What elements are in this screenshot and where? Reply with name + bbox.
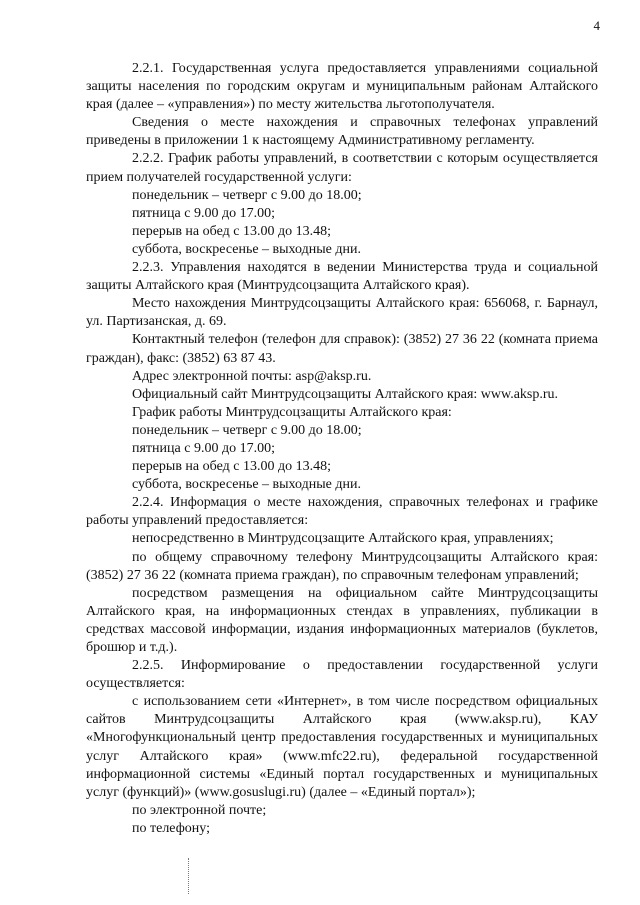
paragraph: с использованием сети «Интернет», в том числе посредством официальных сайтов Минтрудсоцзащиты Алтайского края (www.aksp.ru), КАУ «Многофункциональный центр предоставления государственных и муниципальных услуг Алтайского края» (www.mfc22.ru), федеральной государственной информационной системы «Единый портал государственных и муниципальных услуг (функций)» (www.gosuslugi.ru) (далее – «Единый портал»); [86, 694, 598, 800]
paragraph: 2.2.4. Информация о месте нахождения, справочных телефонах и графике работы управлений предоставляется: [86, 495, 598, 529]
paragraph: по телефону; [132, 820, 210, 836]
schedule-line: пятница с 9.00 до 17.00; [132, 440, 275, 456]
scan-edge-mark [188, 858, 189, 894]
schedule-line: понедельник – четверг с 9.00 до 18.00; [132, 422, 362, 438]
page-number: 4 [593, 18, 600, 33]
schedule-line: перерыв на обед с 13.00 до 13.48; [132, 223, 331, 239]
paragraph: Адрес электронной почты: asp@aksp.ru. [132, 368, 372, 384]
schedule-line: понедельник – четверг с 9.00 до 18.00; [132, 187, 362, 203]
paragraph: непосредственно в Минтрудсоцзащите Алтайского края, управлениях; [132, 531, 554, 547]
schedule-line: перерыв на обед с 13.00 до 13.48; [132, 459, 331, 475]
paragraph: по общему справочному телефону Минтрудсоцзащиты Алтайского края: (3852) 27 36 22 (комната приема граждан), по справочным телефонам управлений; [86, 549, 598, 583]
paragraph: 2.2.3. Управления находятся в ведении Министерства труда и социальной защиты Алтайского края (Минтрудсоцзащита Алтайского края). [86, 260, 598, 294]
paragraph: График работы Минтрудсоцзащиты Алтайского края: [132, 404, 452, 420]
schedule-line: суббота, воскресенье – выходные дни. [132, 477, 361, 493]
paragraph: Сведения о месте нахождения и справочных телефонах управлений приведены в приложении 1 к настоящему Административному регламенту. [86, 115, 598, 149]
document-body [86, 60, 598, 838]
paragraph: 2.2.5. Информирование о предоставлении государственной услуги осуществляется: [86, 658, 598, 692]
schedule-line: суббота, воскресенье – выходные дни. [132, 241, 361, 257]
paragraph: Место нахождения Минтрудсоцзащиты Алтайского края: 656068, г. Барнаул, ул. Партизанская, д. 69. [86, 296, 598, 330]
paragraph: Контактный телефон (телефон для справок): (3852) 27 36 22 (комната приема граждан), факс: (3852) 63 87 43. [86, 332, 598, 366]
paragraph: 2.2.2. График работы управлений, в соответствии с которым осуществляется прием получателей государственной услуги: [86, 151, 598, 185]
schedule-line: пятница с 9.00 до 17.00; [132, 205, 275, 221]
paragraph: 2.2.1. Государственная услуга предоставляется управлениями социальной защиты населения по городским округам и муниципальным районам Алтайского края (далее – «управления») по месту жительства льготополучателя. [86, 61, 598, 113]
paragraph: Официальный сайт Минтрудсоцзащиты Алтайского края: www.aksp.ru. [132, 386, 559, 402]
paragraph: посредством размещения на официальном сайте Минтрудсоцзащиты Алтайского края, на информационных стендах в управлениях, публикации в средствах массовой информации, издания информационных материалов (буклетов, брошюр и т.д.). [86, 585, 598, 655]
paragraph: по электронной почте; [132, 802, 267, 818]
